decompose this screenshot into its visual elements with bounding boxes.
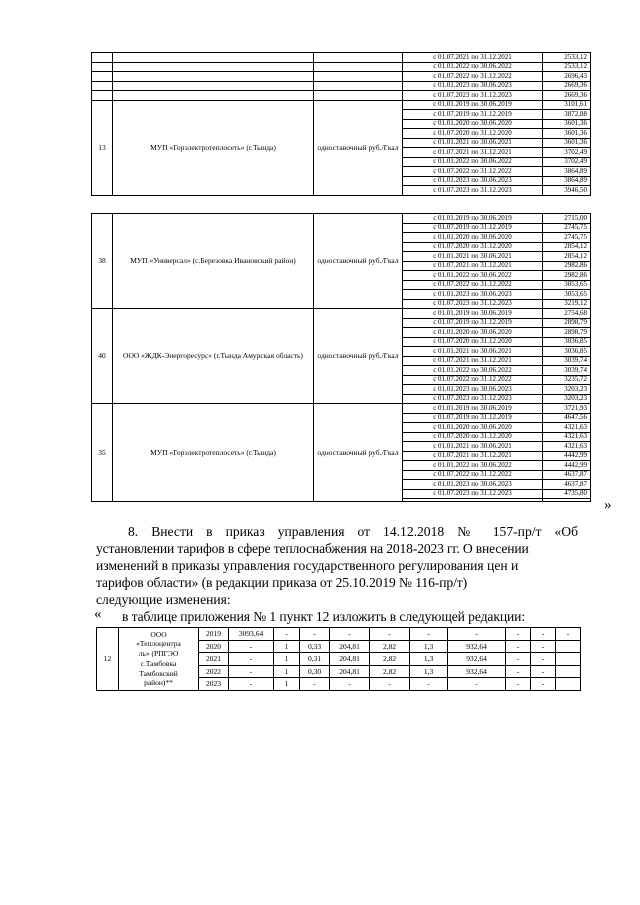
table-row: с 01.07.2019 по 31.12.2019 2745,75 [92,223,591,233]
table-row: с 01.01.2021 по 30.06.2021 3036,85 [92,347,591,357]
table-row: 2021 - 1 0,31 204,81 2,82 1,3 932,64 - - [97,653,581,666]
opening-quote: « [94,606,102,622]
table-row: с 01.07.2023 по 31.12.2023 3203,23 [92,394,591,404]
entry-name: ООО «ЖДК-Энергоресурс» (г.Тында Амурская область) [113,309,314,404]
table-row: с 01.01.2022 по 30.06.2022 2982,86 [92,271,591,281]
paragraph-8-line3: изменений в приказы управления государственного регулирования цен и [96,558,519,573]
table-row: с 01.01.2023 по 30.06.2023 4637,87 [92,480,591,490]
table-row: с 01.07.2020 по 31.12.2020 4321,63 [92,432,591,442]
entry-name: МУП «Универсал» (с.Березовка Ивановский район) [113,214,314,309]
table-row: с 01.07.2021 по 31.12.2021 3702,49 [92,148,591,158]
paragraph-8-line1: 8. Внести в приказ управления от 14.12.2018 № 157-пр/т «Об [128,524,578,539]
table-row: с 01.01.2022 по 30.06.2022 4442,99 [92,461,591,471]
table-row: с 01.01.2023 по 30.06.2023 3864,89 [92,176,591,186]
entry-tariff-type: одноставочный руб./Гкал [314,309,403,404]
table-row: с 01.07.2019 по 31.12.2019 2898,79 [92,318,591,328]
table-row: с 01.01.2023 по 30.06.2023 3203,23 [92,385,591,395]
table-row: с 01.07.2023 по 31.12.2023 3946,50 [92,186,591,196]
tariff-table-bottom [96,627,581,691]
paragraph-8-line6: в таблице приложения № 1 пункт 12 изложить в следующей редакции: [122,609,526,624]
table-row: с 01.01.2023 по 30.06.2023 2669,36 [92,81,591,91]
table-row: с 01.07.2023 по 31.12.2023 4735,80 [92,489,591,499]
table-row: с 01.07.2020 по 31.12.2020 3601,36 [92,129,591,139]
table-row: с 01.01.2021 по 30.06.2021 3601,36 [92,138,591,148]
table-row: с 01.07.2022 по 31.12.2022 2696,43 [92,72,591,82]
table-row: с 01.01.2022 по 30.06.2022 2533,12 [92,62,591,72]
table-row: с 01.07.2022 по 31.12.2022 3053,65 [92,280,591,290]
entry-tariff-type: одноставочный руб./Гкал [314,214,403,309]
closing-quote: » [604,497,612,513]
table-row: с 01.01.2022 по 30.06.2022 3702,49 [92,157,591,167]
table-row: с 01.01.2020 по 30.06.2020 3601,36 [92,119,591,129]
tariff-table-top [91,52,591,196]
table-row: с 01.07.2019 по 31.12.2019 4647,56 [92,413,591,423]
table-row: 2023 - 1 - - - - - - - [97,678,581,691]
entry-name: МУП «Горэлектротеплосеть» (г.Тында) [113,404,314,502]
table-row: с 01.07.2022 по 31.12.2022 3864,89 [92,167,591,177]
paragraph-8-line5: следующие изменения: [96,592,231,607]
table-row: 40 ООО «ЖДК-Энергоресурс» (г.Тында Амурская область) одноставочный руб./Гкал с 01.01.2019 по 30.06.2019 2754,68 [92,309,591,319]
entry-tariff-type: одноставочный руб./Гкал [314,404,403,502]
table-row: с 01.07.2023 по 31.12.2023 3219,12 [92,299,591,309]
table-row: 2020 - 1 0,33 204,81 2,82 1,3 932,64 - - [97,640,581,653]
entry-number: 38 [92,214,113,309]
table-row: с 01.01.2021 по 30.06.2021 4321,63 [92,442,591,452]
table-row: с 01.07.2020 по 31.12.2020 3036,85 [92,337,591,347]
table-row: с 01.07.2023 по 31.12.2023 2669,36 [92,91,591,101]
table-row: 12 ООО «Теплоцентра ль» (РПГЭО с.Тамбовка Тамбовский район)** 2019 3093,64 - - - - - - - - - [97,628,581,641]
paragraph-8-line4: тарифов области» (в редакции приказа от 25.10.2019 № 116-пр/т) [96,575,468,590]
table-row: 13 МУП «Горэлектротеплосеть» (г.Тында) одноставочный руб./Гкал с 01.01.2019 по 30.06.2019 3101,61 [92,100,591,110]
table-row: с 01.07.2021 по 31.12.2021 4442,99 [92,451,591,461]
table-row: с 01.01.2020 по 30.06.2020 2745,75 [92,233,591,243]
table-row: с 01.07.2021 по 31.12.2021 2982,86 [92,261,591,271]
table-row: с 01.01.2020 по 30.06.2020 2898,79 [92,328,591,338]
table-row: с 01.07.2020 по 31.12.2020 2854,12 [92,242,591,252]
entry-name: МУП «Горэлектротеплосеть» (г.Тында) [113,100,314,195]
table-row: 2022 - 1 0,30 204,81 2,82 1,3 932,64 - - [97,665,581,678]
table-row: с 01.07.2022 по 31.12.2022 4637,87 [92,470,591,480]
entry-tariff-type: одноставочный руб./Гкал [314,100,403,195]
table-row: 38 МУП «Универсал» (с.Березовка Ивановский район) одноставочный руб./Гкал с 01.01.2019 по 30.06.2019 2715,00 [92,214,591,224]
paragraph-8-line2: установлении тарифов в сфере теплоснабжения на 2018-2023 гг. О внесении [96,541,529,556]
table-row: 35 МУП «Горэлектротеплосеть» (г.Тында) одноставочный руб./Гкал с 01.01.2019 по 30.06.2019 3721,93 [92,404,591,414]
table-row: с 01.01.2020 по 30.06.2020 4321,63 [92,423,591,433]
entry-number: 40 [92,309,113,404]
entry-name: ООО «Теплоцентра ль» (РПГЭО с.Тамбовка Тамбовский район)** [119,628,199,691]
table-row: с 01.07.2021 по 31.12.2021 3039,74 [92,356,591,366]
table-row: с 01.07.2019 по 31.12.2019 3872,88 [92,110,591,120]
table-row: с 01.01.2023 по 30.06.2023 3053,65 [92,290,591,300]
table-row: с 01.01.2021 по 30.06.2021 2854,12 [92,252,591,262]
table-row: с 01.07.2021 по 31.12.2021 2533,12 [92,53,591,63]
tariff-table-middle [91,213,591,502]
entry-number: 12 [97,628,119,691]
entry-number: 13 [92,100,113,195]
table-row: с 01.07.2022 по 31.12.2022 3235,72 [92,375,591,385]
entry-number: 35 [92,404,113,502]
table-row: с 01.01.2022 по 30.06.2022 3039,74 [92,366,591,376]
